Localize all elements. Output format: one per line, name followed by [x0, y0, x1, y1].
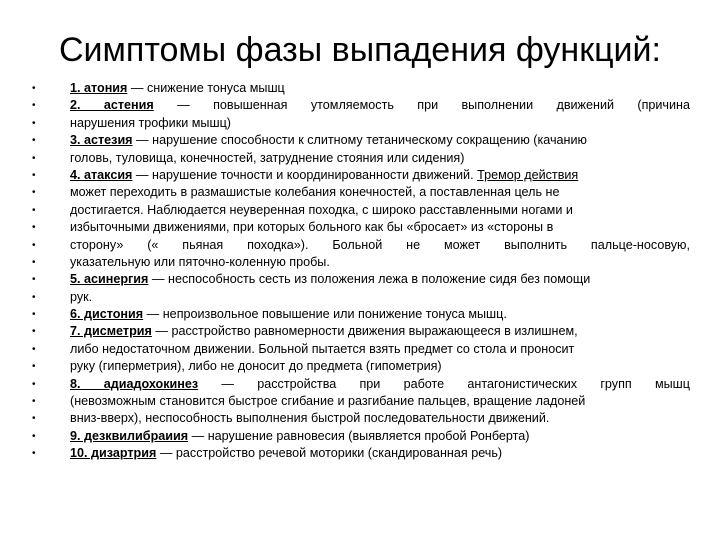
underlined-phrase: Тремор действия — [477, 167, 579, 182]
list-item-text — [70, 289, 690, 306]
symptom-term: 6. дистония — [70, 307, 144, 322]
symptom-description: (невозможным становится быстрое сгибание и разгибание пальцев, вращение ладоней — [70, 394, 586, 409]
list-item-text — [70, 393, 690, 410]
list-item — [32, 80, 692, 97]
bullet-icon: • — [32, 135, 36, 147]
list-item — [32, 219, 692, 236]
list-item — [32, 237, 692, 254]
bullet-icon: • — [32, 326, 36, 338]
symptom-description: — расстройство равномерности движения выражающееся в излишнем, — [151, 324, 578, 339]
symptom-description: вниз-вверх), неспособность выполнения быстрой последовательности движений. — [70, 411, 550, 426]
list-item — [32, 202, 692, 219]
list-item — [32, 289, 692, 306]
slide-title: Симптомы фазы выпадения функций: — [58, 31, 661, 69]
bullet-icon: • — [32, 448, 36, 460]
bullet-icon: • — [32, 169, 36, 181]
list-item-text — [70, 271, 690, 288]
list-item-text — [70, 376, 690, 393]
symptom-term: 4. атаксия — [70, 167, 133, 182]
symptom-description: руку (гиперметрия), либо не доносит до предмета (гипометрия) — [70, 359, 442, 374]
symptom-description: — неспособность сесть из положения лежа в положение сидя без помощи — [148, 272, 591, 287]
bullet-icon: • — [32, 256, 36, 268]
symptom-description: либо недостаточном движении. Больной пытается взять предмет со стола и проносит — [70, 341, 575, 356]
symptom-description: достигается. Наблюдается неуверенная походка, с широко расставленными ногами и — [70, 202, 573, 217]
symptom-term: 10. дизартрия — [70, 446, 157, 461]
symptom-description: избыточными движениями, при которых больного как бы «бросает» из «стороны в — [70, 220, 554, 235]
symptom-description: — нарушение способности к слитному тетаническому сокращению (качанию — [132, 133, 587, 148]
symptom-description: указательную или пяточно-коленную пробы. — [70, 254, 330, 269]
list-item-text — [70, 445, 690, 462]
list-item-text — [70, 306, 690, 323]
bullet-icon: • — [32, 152, 36, 164]
list-item — [32, 341, 692, 358]
list-item — [32, 445, 692, 462]
symptom-description: может переходить в размашистые колебания конечностей, а поставленная цель не — [70, 185, 560, 200]
list-item-text — [70, 428, 690, 445]
bullet-icon: • — [32, 117, 36, 129]
list-item — [32, 115, 692, 132]
list-item-text — [70, 97, 690, 114]
bullet-icon: • — [32, 396, 36, 408]
bullet-icon: • — [32, 430, 36, 442]
list-item — [32, 393, 692, 410]
symptom-term: 8. адиадохокинез — [70, 376, 199, 391]
bullet-icon: • — [32, 83, 36, 94]
symptom-description: нарушения трофики мышц) — [70, 115, 231, 130]
list-item — [32, 428, 692, 445]
list-item-text — [70, 80, 690, 97]
list-item — [32, 410, 692, 427]
list-item — [32, 271, 692, 288]
bullet-icon: • — [32, 343, 36, 355]
symptom-description: — повышенная утомляемость при выполнении движений (причина — [153, 98, 690, 113]
bullet-icon: • — [32, 187, 36, 199]
symptom-description: рук. — [70, 289, 93, 304]
list-item — [32, 97, 692, 114]
list-item — [32, 323, 692, 340]
bullet-icon: • — [32, 413, 36, 425]
bullet-icon: • — [32, 204, 36, 216]
symptom-description: — нарушение равновесия (выявляется пробой Ронберта) — [188, 428, 530, 443]
list-item-text — [70, 184, 690, 201]
bullet-icon: • — [32, 378, 36, 390]
symptom-description: — непроизвольное повышение или понижение тонуса мышц. — [143, 307, 507, 322]
symptom-term: 5. асинергия — [70, 272, 149, 287]
bullet-icon: • — [32, 100, 36, 112]
list-item — [32, 150, 692, 167]
symptom-description: сторону» (« пьяная походка»). Больной не может выполнить пальце-носовую, — [70, 237, 690, 252]
bullet-icon: • — [32, 274, 36, 286]
list-item-text — [70, 254, 690, 271]
bullet-icon: • — [32, 361, 36, 373]
list-item-text — [70, 219, 690, 236]
bullet-icon: • — [32, 291, 36, 303]
list-item-text — [70, 150, 690, 167]
list-item-text — [70, 132, 690, 149]
symptom-term: 1. атония — [70, 81, 128, 95]
symptom-description: — снижение тонуса мышц — [127, 81, 285, 95]
list-item — [32, 167, 692, 184]
list-item-text — [70, 115, 690, 132]
bullet-icon: • — [32, 309, 36, 321]
symptom-description: — расстройства при работе антагонистических групп мышц — [198, 376, 690, 391]
list-item-text — [70, 202, 690, 219]
list-item-text — [70, 410, 690, 427]
list-item — [32, 358, 692, 375]
symptom-term: 9. дезквилибраиия — [70, 428, 189, 443]
list-item — [32, 306, 692, 323]
list-item — [32, 254, 692, 271]
symptom-term: 3. астезия — [70, 133, 133, 148]
list-item-text — [70, 237, 690, 254]
list-item-text — [70, 358, 690, 375]
symptom-list — [32, 80, 692, 463]
list-item-text — [70, 323, 690, 340]
symptom-term: 7. дисметрия — [70, 324, 152, 339]
bullet-icon: • — [32, 222, 36, 234]
list-item — [32, 132, 692, 149]
symptom-description: — нарушение точности и координированности движений. — [132, 167, 478, 182]
list-item — [32, 184, 692, 201]
symptom-term: 2. астения — [70, 98, 154, 113]
list-item-text — [70, 341, 690, 358]
symptom-description: — расстройство речевой моторики (скандированная речь) — [156, 446, 503, 461]
list-item-text — [70, 167, 690, 184]
list-item — [32, 376, 692, 393]
bullet-icon: • — [32, 239, 36, 251]
symptom-description: головь, туловища, конечностей, затруднение стояния или сидения) — [70, 150, 465, 165]
